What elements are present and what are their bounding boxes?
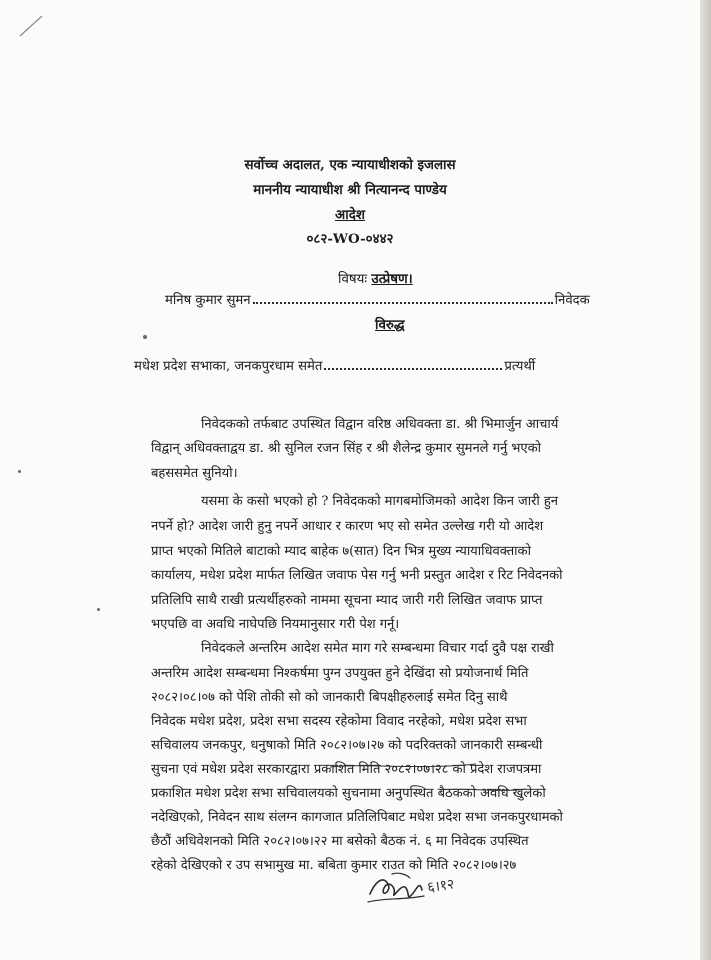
versus-heading: विरुद्ध <box>375 317 405 333</box>
pen-mark-icon <box>18 12 46 40</box>
respondent-line <box>134 356 535 374</box>
handwritten-signature <box>362 862 472 914</box>
ink-underline-icon <box>438 785 528 795</box>
body-line: नदेखिएको, निवेदन साथ संलग्न कागजात प्रतिलिपिबाट मधेश प्रदेश सभा जनकपुरधामको <box>151 810 563 825</box>
body-line: नपर्ने हो? आदेश जारी हुनु नपर्ने आधार र कारण भए सो समेत उल्लेख गरी यो आदेश <box>151 519 544 534</box>
subject-line <box>338 270 413 289</box>
petitioner-line <box>165 290 590 308</box>
page-speck <box>18 470 21 473</box>
body-line: अन्तरिम आदेश सम्बन्धमा निश्कर्षमा पुग्न उपयुक्त हुने देखिंदा सो प्रयोजनार्थ मिति <box>151 666 529 681</box>
body-line: निवेदकको तर्फबाट उपस्थित विद्वान वरिष्ठ अधिवक्ता डा. श्री भिमार्जुन आचार्य <box>201 417 559 432</box>
dotted-leader <box>253 291 553 304</box>
petitioner-name: मनिष कुमार सुमन <box>165 293 251 308</box>
body-line: विद्वान् अधिवक्ताद्वय डा. श्री सुनिल रजन सिंह र श्री शैलेन्द्र कुमार सुमनले गर्नु भएको <box>151 441 542 456</box>
page-speck <box>143 335 147 339</box>
body-line: कार्यालय, मधेश प्रदेश मार्फत लिखित जवाफ पेस गर्नु भनी प्रस्तुत आदेश र रिट निवेदनको <box>151 568 563 583</box>
body-line: प्रकाशित मधेश प्रदेश सभा सचिवालयको सुचनामा अनुपस्थित बैठकको अवधि खुलेको <box>151 786 546 801</box>
body-line: छैठौं अधिवेशनको मिति २०८२।०७।२२ मा बसेको बैठक नं. ६ मा निवेदक उपस्थित <box>151 834 529 849</box>
dotted-leader <box>324 357 502 370</box>
body-line: निवेदकले अन्तरिम आदेश समेत माग गरे सम्बन्धमा विचार गर्दा दुवै पक्ष राखी <box>201 641 554 656</box>
respondent-name: मधेश प्रदेश सभाका, जनकपुरधाम समेत <box>134 359 323 374</box>
body-line: यसमा के कसो भएको हो ? निवेदकको मागबमोजिमको आदेश किन जारी हुन <box>201 494 559 509</box>
judge-heading: माननीय न्यायाधीश श्री नित्यानन्द पाण्डेय <box>253 182 447 198</box>
case-number: ०८२-WO-०४४२ <box>306 231 394 247</box>
signature-note: ६।१२ <box>426 876 456 896</box>
ink-underline-icon <box>328 760 478 772</box>
signature-icon <box>362 862 472 914</box>
scan-edge <box>700 0 711 960</box>
order-title: आदेश <box>335 207 365 223</box>
subject-label: विषयः <box>338 272 368 287</box>
subject-value: उत्प्रेषण। <box>371 271 413 287</box>
body-line: सुचना एवं मधेश प्रदेश सरकारद्वारा प्रकाशित मिति २०८२।०७।२८ को प्रदेश राजपत्रमा <box>151 762 542 777</box>
body-line: २०८२।०८।०७ को पेशि तोकी सो को जानकारी बिपक्षीहरुलाई समेत दिनु साथै <box>151 690 508 705</box>
court-heading: सर्वोच्च अदालत, एक न्यायाधीशको इजलास <box>244 157 456 173</box>
respondent-role: प्रत्यर्थी <box>504 359 536 374</box>
body-line: बहससमेत सुनियो। <box>151 466 238 481</box>
body-line: निवेदक मधेश प्रदेश, प्रदेश सभा सदस्य रहेकोमा विवाद नरहेको, मधेश प्रदेश सभा <box>151 714 527 729</box>
body-line: प्रतिलिपि साथै राखी प्रत्यर्थीहरुको नाममा सूचना म्याद जारी गरी लिखित जवाफ प्राप्त <box>151 593 543 608</box>
body-line: सचिवालय जनकपुर, धनुषाको मिति २०८२।०७।२७ को पदरिक्तको जानकारी सम्बन्धी <box>151 738 543 753</box>
body-line: रहेको देखिएको र उप सभामुख मा. बबिता कुमार राउत को मिति २०८२।०७।२७ <box>151 858 517 873</box>
page-speck <box>97 608 100 611</box>
body-line: भएपछि वा अवधि नाघेपछि नियमानुसार गरी पेश गर्नू। <box>151 617 400 632</box>
body-line: प्राप्त भएको मितिले बाटाको म्याद बाहेक ७(सात) दिन भित्र मुख्य न्यायाधिवक्ताको <box>151 544 531 559</box>
petitioner-role: निवेदक <box>554 293 590 308</box>
